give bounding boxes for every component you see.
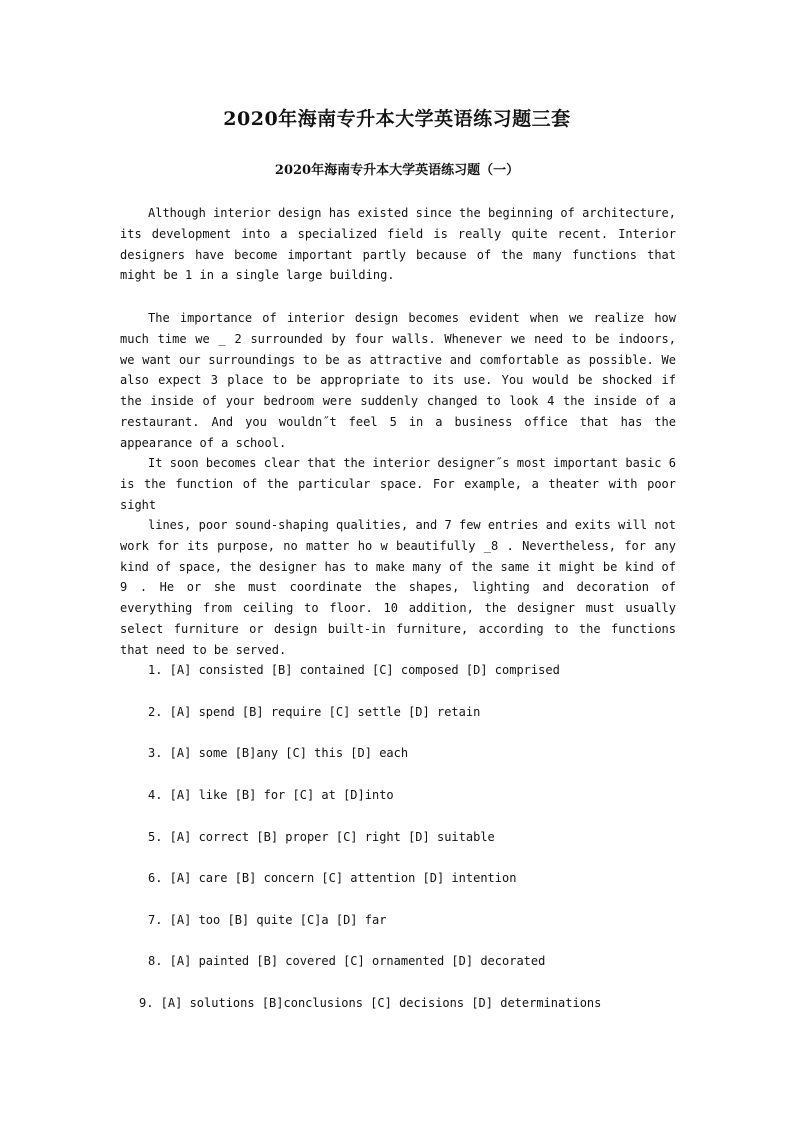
option-item-8: 8. [A] painted [B] covered [C] ornamented [D] decorated — [148, 954, 546, 968]
paragraph-1 — [120, 203, 676, 286]
option-item-7: 7. [A] too [B] quite [C]a [D] far — [148, 913, 387, 927]
document-title: 2020年海南专升本大学英语练习题三套 — [223, 108, 571, 130]
paragraph-text: lines, poor sound-shaping qualities, and 7 few entries and exits will not work for its purpose, no matter ho w beautifully _8 . Nevertheless, for any kind of space, the designer has to make many of the same it might be kind of 9 . He or she must coordinate the shapes, lighting and decoration of everything from ceiling to floor. 10 addition, the designer must usually select furniture or design built-in furniture, according to the functions that need to be served. — [120, 518, 676, 657]
option-item-3: 3. [A] some [B]any [C] this [D] each — [148, 746, 409, 760]
option-item-9: 9. [A] solutions [B]conclusions [C] decisions [D] determinations — [139, 996, 602, 1010]
paragraph-4 — [120, 515, 676, 661]
paragraph-3 — [120, 453, 676, 515]
option-item-4: 4. [A] like [B] for [C] at [D]into — [148, 788, 394, 802]
document-subtitle: 2020年海南专升本大学英语练习题（一） — [274, 163, 520, 178]
option-item-2: 2. [A] spend [B] require [C] settle [D] retain — [148, 705, 481, 719]
paragraph-text: The importance of interior design becomes evident when we realize how much time we _ 2 surrounded by four walls. Whenever we need to be indoors, we want our surroundings to be as attractive and comfortable as possible. We also expect 3 place to be appropriate to its use. You would be shocked if the inside of your bedroom were suddenly changed to look 4 the inside of a restaurant. And you wouldn˝t feel 5 in a business office that has the appearance of a school. — [120, 311, 676, 450]
paragraph-2 — [120, 308, 676, 454]
paragraph-text: Although interior design has existed since the beginning of architecture, its development into a specialized field is really quite recent. Interior designers have become important partly because of the many functions that might be 1 in a single large building. — [120, 206, 676, 283]
option-item-1: 1. [A] consisted [B] contained [C] composed [D] comprised — [148, 663, 560, 677]
paragraph-text: It soon becomes clear that the interior designer˝s most important basic 6 is the function of the particular space. For example, a theater with poor sight — [120, 456, 676, 512]
option-item-6: 6. [A] care [B] concern [C] attention [D] intention — [148, 871, 517, 885]
option-item-5: 5. [A] correct [B] proper [C] right [D] suitable — [148, 830, 495, 844]
